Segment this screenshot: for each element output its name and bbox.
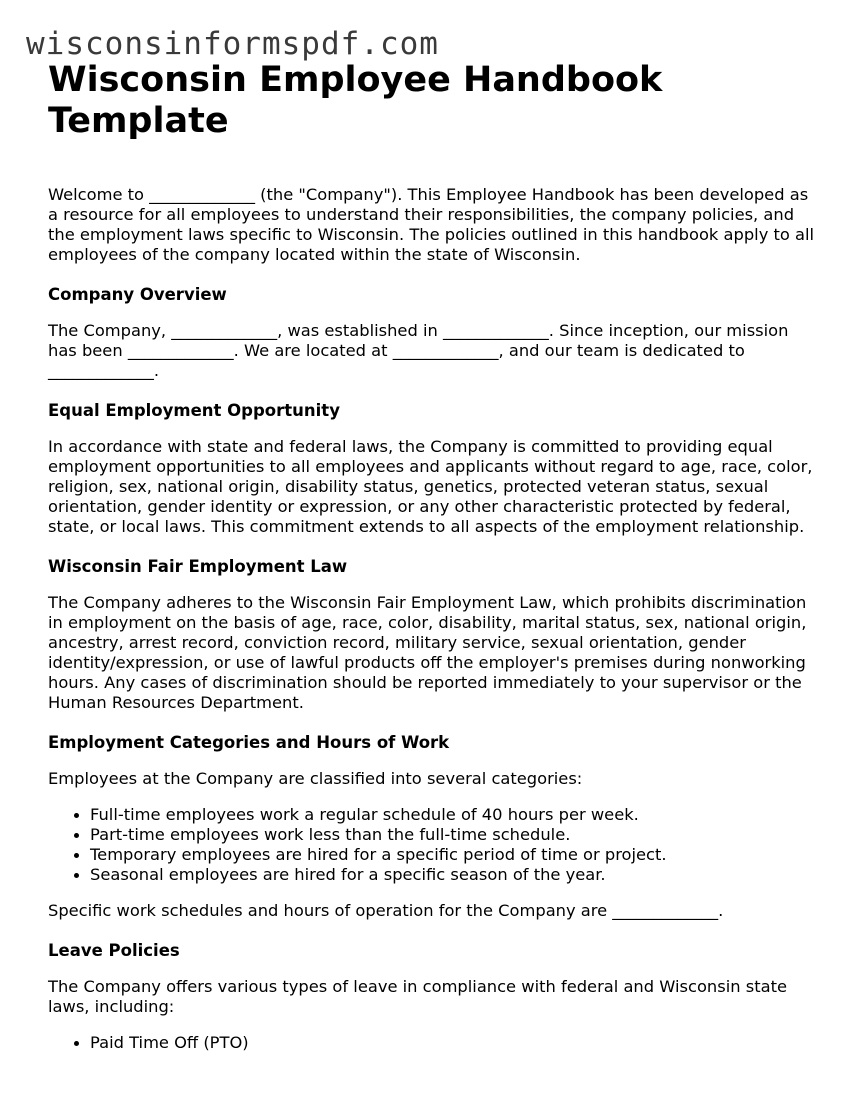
leave-policies-lead: The Company offers various types of leave in compliance with federal and Wisconsin state laws, including: [48,977,787,1016]
list-item: Part-time employees work less than the full-time schedule. [90,825,818,845]
document-body [48,60,818,1069]
section-heading-equal-employment: Equal Employment Opportunity [48,401,340,420]
list-item: Full-time employees work a regular schedule of 40 hours per week. [90,805,818,825]
list-item: Seasonal employees are hired for a specific season of the year. [90,865,818,885]
employment-categories-lead: Employees at the Company are classified into several categories: [48,769,583,788]
section-heading-fair-employment: Wisconsin Fair Employment Law [48,557,348,576]
list-item: Paid Time Off (PTO) [90,1033,818,1053]
company-overview-paragraph: The Company, _____________, was established in _____________. Since inception, our mission has been _____________. We are located at _____________, and our team is dedicated to _____________. [48,321,789,380]
work-schedule-paragraph: Specific work schedules and hours of operation for the Company are _____________. [48,901,724,920]
document-title: Wisconsin Employee Handbook Template [48,60,663,141]
intro-paragraph: Welcome to _____________ (the "Company"). This Employee Handbook has been developed as a resource for all employees to understand their responsibilities, the company policies, and the employment laws specific to Wisconsin. The policies outlined in this handbook apply to all employees of the company located within the state of Wisconsin. [48,185,815,264]
section-heading-leave-policies: Leave Policies [48,941,180,960]
section-heading-company-overview: Company Overview [48,285,227,304]
list-item: Temporary employees are hired for a specific period of time or project. [90,845,818,865]
section-heading-employment-categories: Employment Categories and Hours of Work [48,733,450,752]
equal-employment-paragraph: In accordance with state and federal laws, the Company is committed to providing equal employment opportunities to all employees and applicants without regard to age, race, color, religion, sex, national origin, disability status, genetics, protected veteran status, sexual orientation, gender identity or expression, or any other characteristic protected by federal, state, or local laws. This commitment extends to all aspects of the employment relationship. [48,437,813,536]
fair-employment-paragraph: The Company adheres to the Wisconsin Fair Employment Law, which prohibits discrimination in employment on the basis of age, race, color, disability, marital status, sex, national origin, ancestry, arrest record, conviction record, military service, sexual orientation, gender identity/expression, or use of lawful products off the employer's premises during nonworking hours. Any cases of discrimination should be reported immediately to your supervisor or the Human Resources Department. [48,593,807,712]
leave-policies-list [48,1033,818,1053]
site-watermark: wisconsinformspdf.com [26,26,439,62]
employment-categories-list [48,805,818,885]
